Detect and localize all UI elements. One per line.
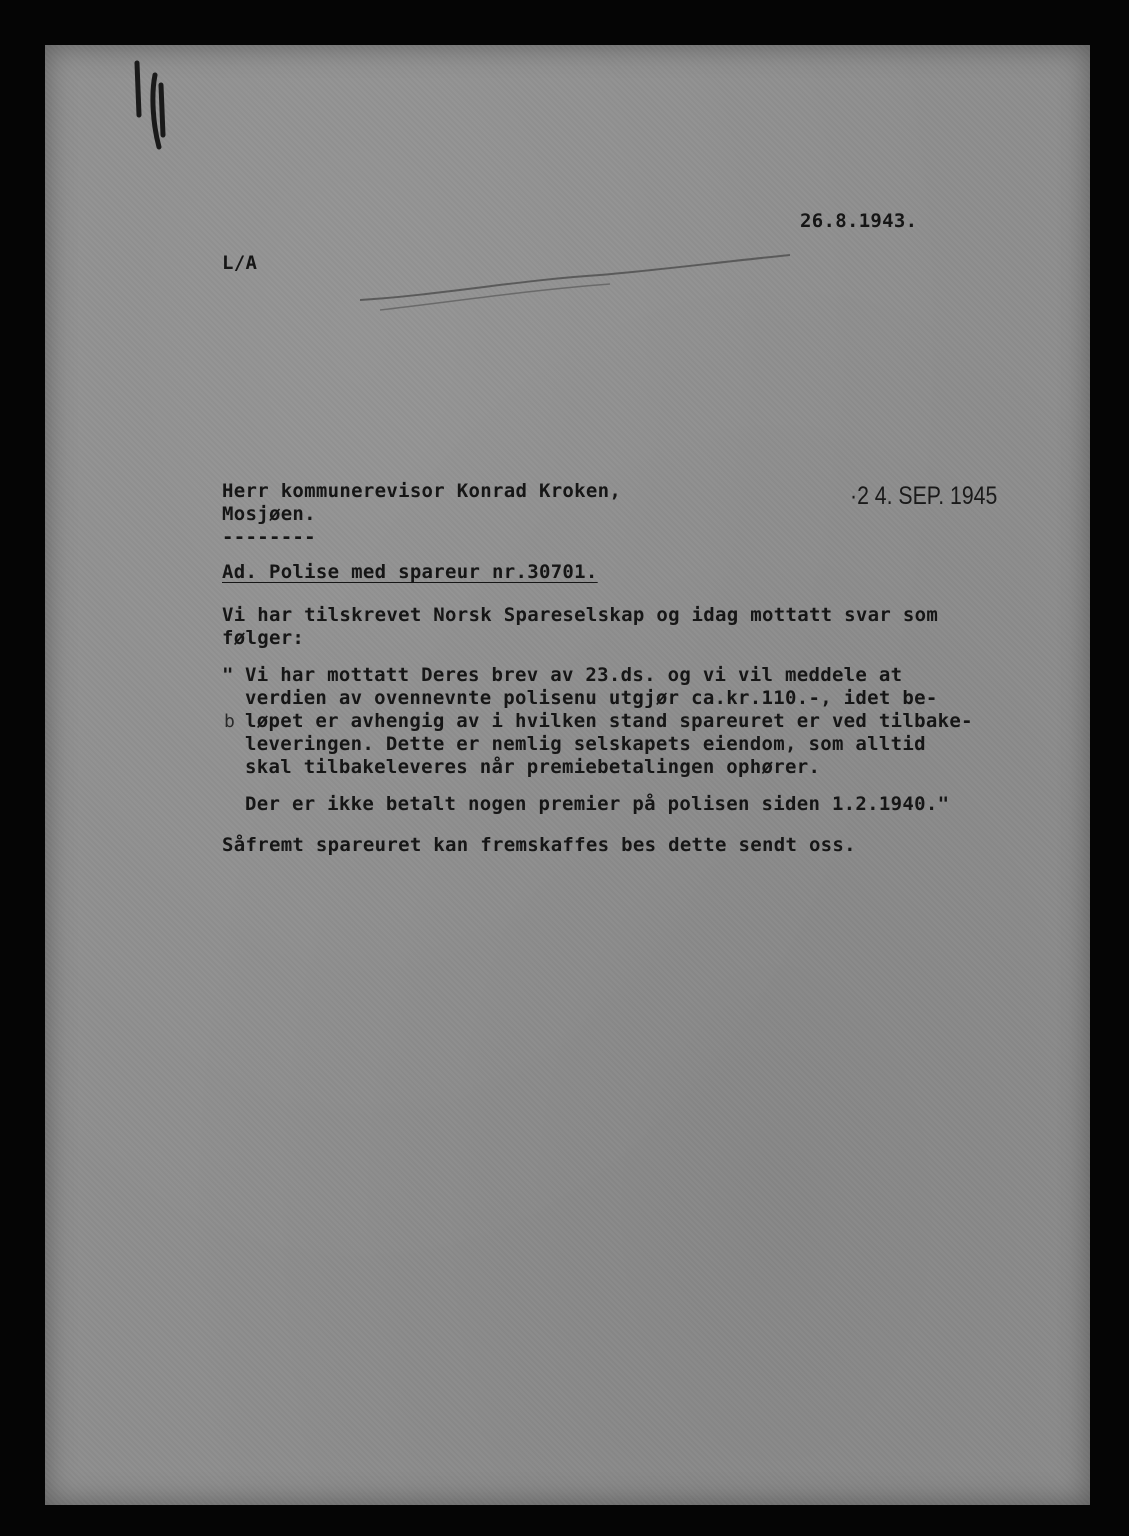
letter-date: 26.8.1943. <box>800 210 918 232</box>
quote-open-mark: " <box>222 664 234 686</box>
margin-mark: b <box>224 711 235 732</box>
intro-line-1: Vi har tilskrevet Norsk Spareselskap og idag mottatt svar som <box>222 604 939 626</box>
quote-line-4: leveringen. Dette er nemlig selskapets eiendom, som alltid <box>245 733 926 755</box>
quote-line-5: skal tilbakeleveres når premiebetalingen ophører. <box>245 756 821 778</box>
paper-crease <box>360 240 790 320</box>
quote-line-3: løpet er avhengig av i hvilken stand spareuret er ved tilbake- <box>245 710 973 732</box>
paperclip-mark <box>125 55 175 155</box>
quote-line-2: verdien av ovennevnte polisenu utgjør ca.kr.110.-, idet be- <box>245 687 938 709</box>
recipient-separator: -------- <box>222 526 316 548</box>
recipient-line-2: Mosjøen. <box>222 503 316 525</box>
quote-closing: Der er ikke betalt nogen premier på polisen siden 1.2.1940." <box>245 793 950 815</box>
quote-line-1: Vi har mottatt Deres brev av 23.ds. og vi vil meddele at <box>245 664 903 686</box>
reference-code: L/A <box>222 252 258 274</box>
intro-line-2: følger: <box>222 627 305 649</box>
recipient-line-1: Herr kommunerevisor Konrad Kroken, <box>222 480 622 502</box>
received-date-stamp: ·2 4. SEP. 1945 <box>850 482 998 510</box>
closing-line: Såfremt spareuret kan fremskaffes bes dette sendt oss. <box>222 834 856 856</box>
subject-line: Ad. Polise med spareur nr.30701. <box>222 561 598 583</box>
